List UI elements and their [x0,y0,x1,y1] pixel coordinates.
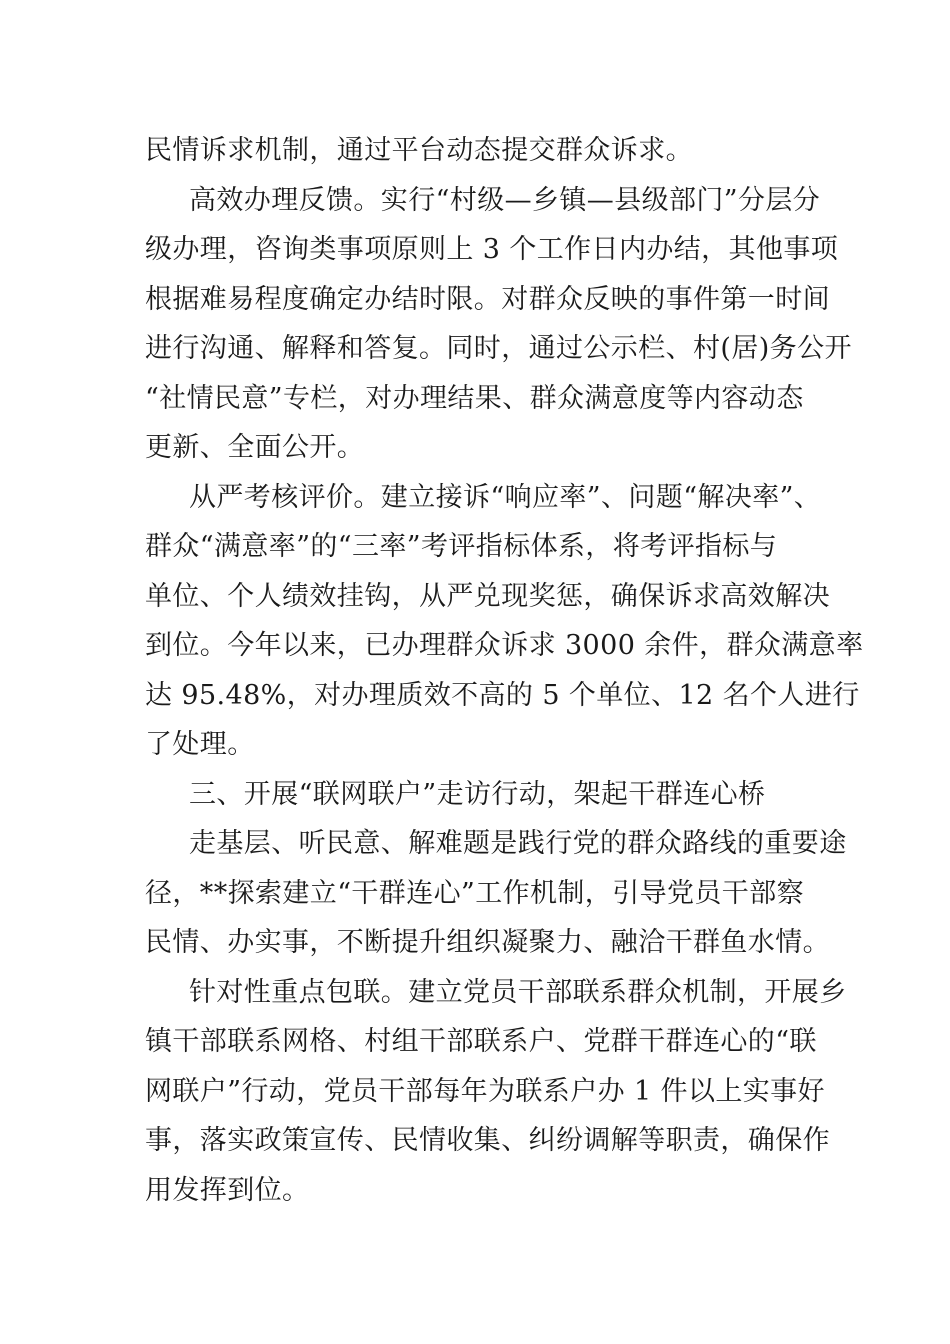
text-line: 单位、个人绩效挂钩，从严兑现奖惩，确保诉求高效解决 [145,580,830,612]
text-line: 进行沟通、解释和答复。同时，通过公示栏、村(居)务公开 [145,333,852,364]
text-line: 用发挥到位。 [145,1174,310,1206]
text-line: “社情民意”专栏，对办理结果、群众满意度等内容动态 [145,382,804,414]
text-line: 三、开展“联网联户”走访行动，架起干群连心桥 [189,778,766,810]
text-line: 更新、全面公开。 [145,432,365,463]
text-line: 民情、办实事，不断提升组织凝聚力、融洽干群鱼水情。 [145,927,830,958]
text-line: 根据难易程度确定办结时限。对群众反映的事件第一时间 [145,283,830,315]
text-line: 高效办理反馈。实行“村级—乡镇—县级部门”分层分 [189,184,821,216]
text-line: 镇干部联系网格、村组干部联系户、党群干群连心的“联 [145,1026,817,1057]
text-line: 到位。今年以来，已办理群众诉求 3000 余件，群众满意率 [145,630,864,661]
text-line: 群众“满意率”的“三率”考评指标体系，将考评指标与 [145,531,778,562]
text-line: 事，落实政策宣传、民情收集、纠纷调解等职责，确保作 [145,1125,830,1156]
text-line: 民情诉求机制，通过平台动态提交群众诉求。 [145,135,693,166]
document-body [145,126,864,1215]
text-line: 网联户”行动，党员干部每年为联系户办 1 件以上实事好 [145,1075,825,1107]
text-line: 级办理，咨询类事项原则上 3 个工作日内办结，其他事项 [145,234,839,265]
text-line: 针对性重点包联。建立党员干部联系群众机制，开展乡 [189,976,847,1008]
text-line: 了处理。 [145,729,255,760]
text-line: 达 95.48%，对办理质效不高的 5 个单位、12 名个人进行 [145,679,860,711]
text-line: 从严考核评价。建立接诉“响应率”、问题“解决率”、 [189,481,822,513]
text-line: 径，**探索建立“干群连心”工作机制，引导党员干部察 [145,877,805,909]
text-line: 走基层、听民意、解难题是践行党的群众路线的重要途 [189,828,847,859]
